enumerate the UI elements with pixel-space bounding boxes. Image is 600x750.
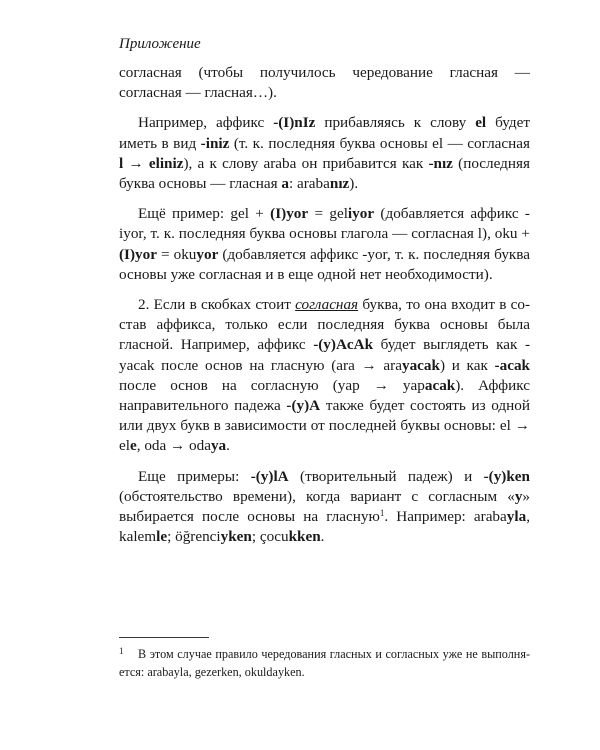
text-span: (обстоятельство времени), когда вариант с согласным «: [119, 487, 515, 505]
text-span: (последняя буква основы — гласная: [119, 154, 530, 193]
footnote-text: В этом случае правило чередования гласных и согласных уже не выполняется: arabayla, gezerken, okuldayken.: [119, 647, 530, 679]
text-span: ).: [349, 175, 359, 193]
text-span: : araba: [288, 175, 330, 193]
text-span: .: [226, 437, 230, 455]
text-span: Например, аффикс: [138, 114, 274, 132]
text-span: прибавляясь к слову: [315, 114, 476, 132]
text-span: будет иметь в вид: [119, 114, 530, 152]
affix-term: kken: [288, 528, 321, 546]
text-span: , kalem: [119, 508, 530, 546]
affix-term: -acak: [494, 356, 530, 374]
footnote-marker[interactable]: 1: [379, 508, 385, 519]
text-span: , oda → oda: [136, 437, 211, 455]
text-span: ), а к слову araba он прибавится как: [183, 154, 429, 172]
affix-term: (I)yor: [119, 245, 157, 263]
text-span: (творительный падеж) и: [288, 467, 484, 485]
affix-term: -iniz: [200, 134, 230, 152]
affix-term: -(y)ken: [483, 467, 530, 485]
text-span: ) и как: [439, 356, 495, 374]
text-span: будет выглядеть как -yacak после основ на гласную (ara → ara: [119, 336, 530, 374]
text-span: согласная (чтобы получилось чередование гласная — согласная — гласная…).: [119, 64, 530, 102]
affix-term: -(y)lA: [250, 467, 289, 485]
affix-term: le: [156, 528, 168, 546]
affix-term: -nız: [428, 154, 453, 172]
affix-term: yla: [506, 508, 527, 526]
text-span: ; öğrenci: [167, 528, 221, 546]
example-word: el: [475, 114, 487, 132]
example-letter: a: [281, 175, 289, 193]
affix-term: -(y)A: [286, 397, 321, 415]
text-span: 2. Если в скобках стоит: [138, 296, 296, 314]
text-span: . Например: araba: [384, 508, 507, 526]
text-span: ; çocu: [251, 528, 289, 546]
affix-term: nız: [329, 175, 350, 193]
affix-term: -(I)nIz: [273, 114, 316, 132]
text-span: (т. к. последняя буква основы el — согласная: [229, 134, 530, 152]
example-letter: y: [514, 487, 523, 505]
text-span: ). Аффикс направительного падежа: [119, 376, 530, 415]
text-span: Ещё пример: gel +: [138, 205, 271, 223]
footnote: 1 В этом случае правило чередования гласных и согласных уже не выполняется: arabayla, gezerken, okuldayken.: [119, 646, 530, 679]
affix-term: yken: [220, 528, 252, 546]
paragraph-4: [119, 295, 530, 457]
text-span: Еще примеры:: [138, 467, 251, 485]
text-span: = oku: [156, 245, 197, 263]
paragraph-5: [119, 467, 530, 548]
paragraph-2: [119, 113, 530, 194]
affix-term: yacak: [401, 356, 440, 374]
affix-term: yor: [196, 245, 219, 263]
paragraph-1: [119, 63, 530, 103]
paragraph-3: [119, 204, 530, 285]
body-text: [119, 63, 530, 547]
affix-term: iyor: [347, 205, 375, 223]
text-span: = gel: [308, 205, 348, 223]
text-span: .: [320, 528, 325, 546]
text-span: также будет состоять из одной или двух букв в зависимости от последней буквы основы: el → el: [119, 397, 530, 455]
affix-term: -(y)AcAk: [313, 336, 374, 354]
text-span: » выбирается после основы на гласную: [119, 487, 530, 526]
affix-term: acak: [424, 376, 456, 394]
affix-term: ya: [210, 437, 227, 455]
running-head: Приложение: [119, 36, 201, 52]
text-span: (добавляется аффикс -yor, т. к. последняя буква основы уже согласная и в еще одной нет необходимости).: [119, 245, 530, 283]
text-span: (добавляется аффикс -iyor, т. к. последняя буква основы глагола — согласная l), oku +: [119, 205, 530, 243]
affix-term: (I)yor: [270, 205, 309, 223]
example-word: l → eliniz: [119, 154, 184, 172]
text-span: буква, то она входит в состав аффикса, только если последняя буква основы была гласной. Например, аффикс: [119, 296, 530, 354]
footnote-divider: [119, 637, 209, 638]
emphasized-word: согласная: [295, 296, 359, 314]
affix-term: e: [129, 437, 137, 455]
text-span: после основ на согласную (yap → yap: [119, 376, 425, 394]
